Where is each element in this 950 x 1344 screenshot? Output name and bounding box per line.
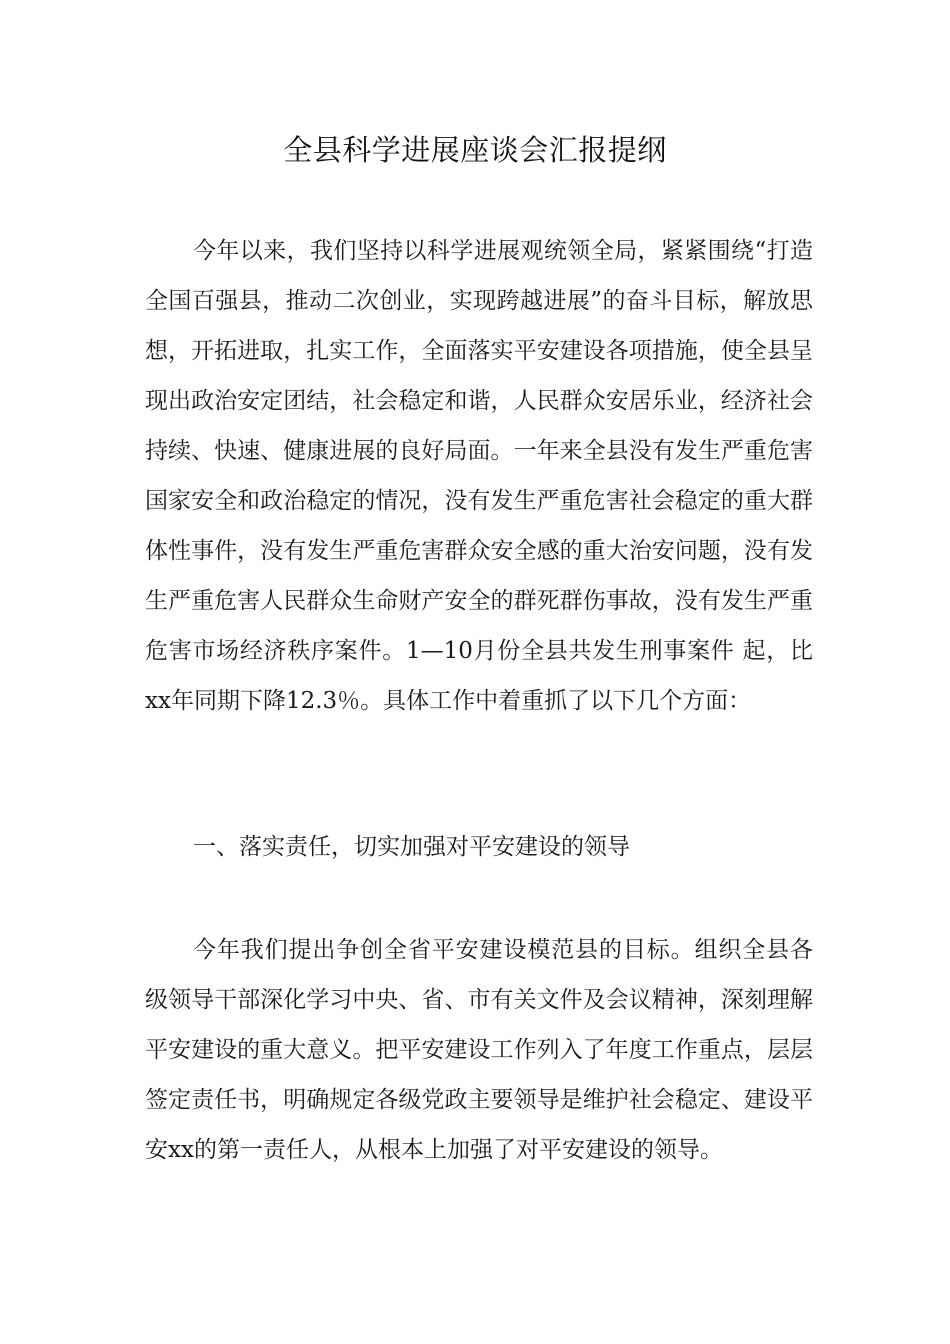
document-title: 全县科学进展座谈会汇报提纲 <box>283 133 667 167</box>
section-heading-1: 一、落实责任，切实加强对平安建设的领导 <box>193 834 630 860</box>
intro-paragraph: 今年以来，我们坚持以科学进展观统领全局，紧紧围绕“打造全国百强县，推动二次创业，实现跨越进展”的奋斗目标，解放思想，开拓进取，扎实工作，全面落实平安建设各项措施，使全县呈现出政治安定团结，社会稳定和谐，人民群众安居乐业，经济社会持续、快速、健康进展的良好局面。一年来全县没有发生严重危害国家安全和政治稳定的情况，没有发生严重危害社会稳定的重大群体性事件，没有发生严重危害群众安全感的重大治安问题，没有发生严重危害人民群众生命财产安全的群死群伤事故，没有发生严重危害市场经济秩序案件。1—10月份全县共发生刑事案件 起，比xx年同期下降12.3％。具体工作中着重抓了以下几个方面： <box>145 238 813 714</box>
section-1-paragraph: 今年我们提出争创全省平安建设模范县的目标。组织全县各级领导干部深化学习中央、省、市有关文件及会议精神，深刻理解平安建设的重大意义。把平安建设工作列入了年度工作重点，层层签定责任书，明确规定各级党政主要领导是维护社会稳定、建设平安xx的第一责任人，从根本上加强了对平安建设的领导。 <box>145 937 813 1163</box>
